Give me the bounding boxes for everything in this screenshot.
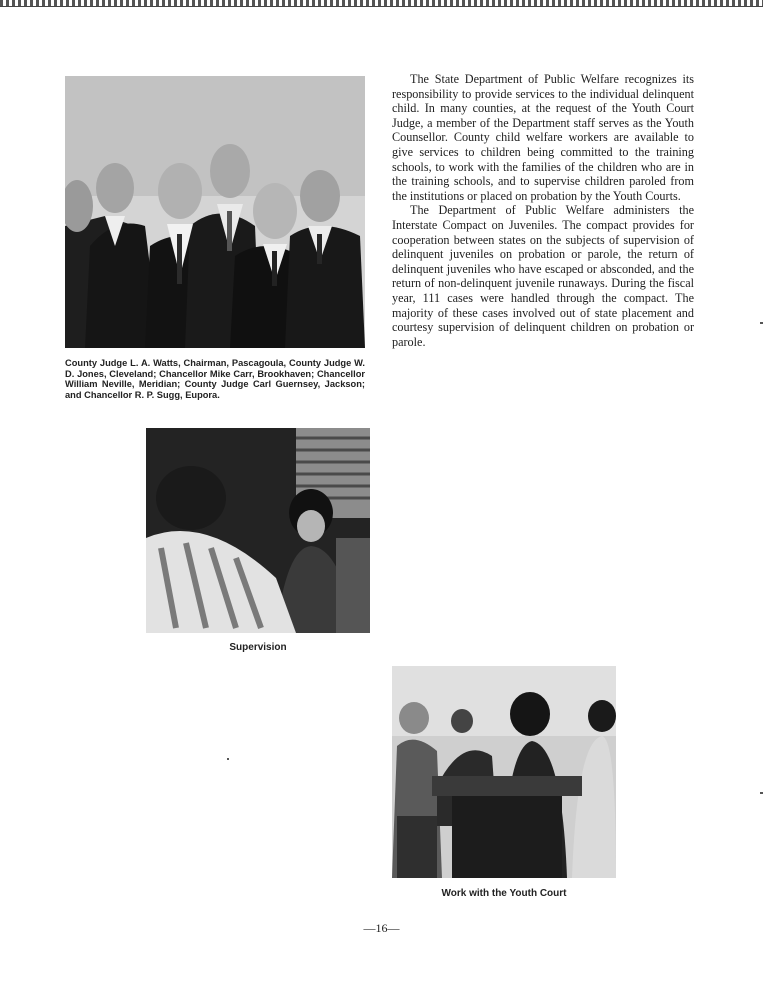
youth-court-caption: Work with the Youth Court xyxy=(441,888,567,899)
paragraph-interstate-compact: The Department of Public Welfare administers the Interstate Compact on Juveniles. The compact provides for cooperation between states on the subjects of supervision of delinquent juveniles on probation or parole, the return of delinquent juveniles who have escaped or absconded, and the return of non-delinquent juvenile runaways. During the fiscal year, 111 cases were handled through the compact. The majority of these cases involved out of state placement and courtesy supervision of delinquent children on probation or parole. xyxy=(392,203,694,349)
page-number: —16— xyxy=(363,921,400,935)
officials-group-photo xyxy=(65,76,365,348)
body-text-column xyxy=(392,72,694,349)
supervision-photo xyxy=(146,428,370,633)
youth-court-photo xyxy=(392,666,616,878)
officials-photo-caption: County Judge L. A. Watts, Chairman, Pascagoula, County Judge W. D. Jones, Cleveland; Chancellor Mike Carr, Brookhaven; Chancellor William Neville, Meridian; County Judge Carl Guernsey, Jackson; and Chancellor R. P. Sugg, Eupora. xyxy=(65,358,365,400)
paragraph-individual-services: The State Department of Public Welfare recognizes its responsibility to provide services to the individual delinquent child. In many counties, at the request of the Youth Court Judge, a member of the Department staff serves as the Youth Counsellor. County child welfare workers are available to give services to children being committed to the training schools, to work with the families of the children who are in the training schools, and to supervise children paroled from the institutions or placed on probation by the Youth Courts. xyxy=(392,72,694,203)
margin-mark xyxy=(227,758,229,760)
page-top-border xyxy=(0,0,763,7)
supervision-caption: Supervision xyxy=(229,642,287,653)
